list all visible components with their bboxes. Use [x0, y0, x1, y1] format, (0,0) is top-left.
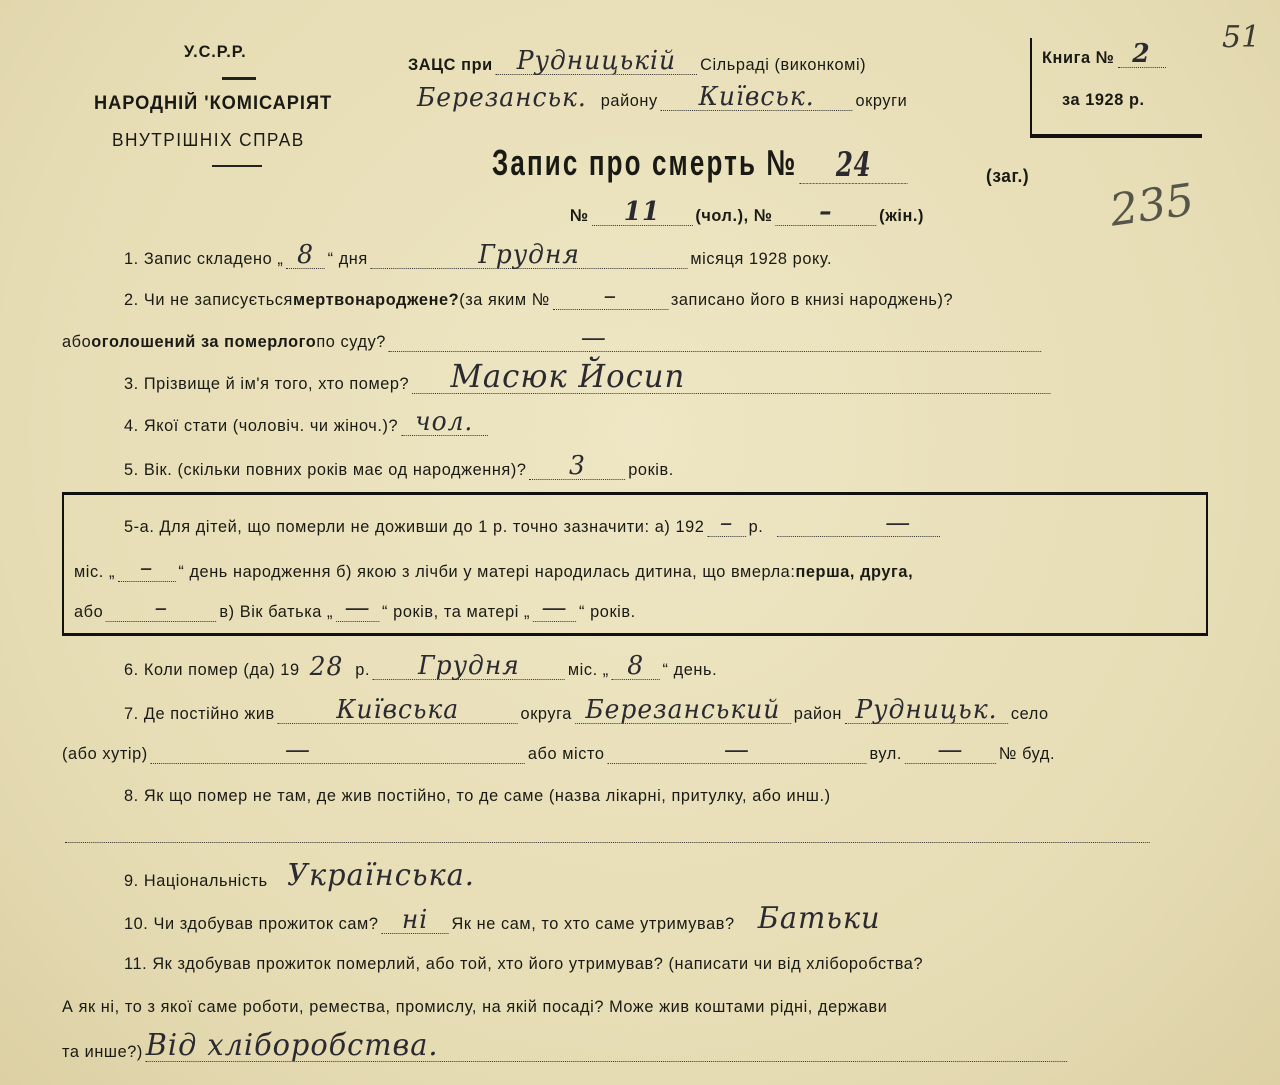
- f2-value: –: [603, 281, 618, 311]
- f2b-value: —: [580, 323, 607, 353]
- f10-value2: Батьки: [757, 901, 881, 936]
- f7b-house-label: № буд.: [998, 744, 1056, 763]
- f6-month: Грудня: [418, 651, 520, 681]
- f5a-father-field: [336, 593, 379, 623]
- f6-month-field: [373, 651, 565, 681]
- book-field: [1117, 39, 1165, 69]
- f1-label: 1. Запис складено „: [124, 249, 284, 268]
- f7-raion-field: [575, 695, 791, 725]
- f7b-city-field: [607, 735, 866, 765]
- divider: [212, 165, 262, 167]
- f5a-line2a: міс. „: [74, 562, 115, 581]
- commissariat-line2: ВНУТРІШНІХ СПРАВ: [112, 130, 305, 150]
- book-value: 2: [1132, 39, 1151, 69]
- title-number: 24: [835, 145, 872, 185]
- f7-village-field: [845, 695, 1008, 725]
- f9-field: [271, 858, 492, 893]
- f1-end: місяця 1928 року.: [690, 249, 833, 268]
- f2-label-b: (за яким №: [459, 290, 550, 309]
- f1-day-field: [286, 240, 324, 270]
- district-field: [406, 83, 598, 113]
- f5a-r: р.: [748, 517, 764, 536]
- f8-field: [65, 820, 1150, 843]
- f3-label: 3. Прізвище й ім'я того, хто помер?: [124, 374, 410, 393]
- okrug-value: Київськ.: [698, 82, 815, 112]
- f7b-street-field: [905, 735, 996, 765]
- f10-value: ні: [401, 905, 429, 935]
- f5a-year-field: [707, 508, 745, 538]
- f1-day: 8: [297, 240, 314, 270]
- f7-okrug-label: округа: [520, 704, 572, 723]
- f7-raion: Березанський: [585, 695, 781, 725]
- f6-label: 6. Коли помер (да) 19: [124, 660, 300, 679]
- f5a-month-field: [777, 508, 940, 538]
- f5a-line3a: або: [74, 602, 104, 621]
- f5a-line1: 5-а. Для дітей, що померли не доживши до 1 р. точно зазначити: а) 192: [124, 517, 705, 536]
- f2b-label-bold: оголошений за померлого: [91, 332, 317, 351]
- f7b-street: —: [937, 735, 964, 765]
- f7-okrug-field: [278, 695, 518, 725]
- f4-field: [401, 407, 487, 437]
- f2b-label: або: [62, 332, 92, 351]
- f8-label: 8. Як що помер не там, де жив постійно, то де саме (назва лікарні, притулку, або инш.): [124, 786, 831, 805]
- title-label: Запис про смерть №: [492, 142, 798, 183]
- f6-day-field: [612, 651, 660, 681]
- f10-field: [381, 905, 448, 935]
- f1-month-field: [371, 240, 688, 270]
- divider: [222, 77, 256, 80]
- f4-label: 4. Якої стати (чоловіч. чи жіноч.)?: [124, 416, 399, 435]
- title-number-field: [800, 145, 908, 185]
- f5a-year: –: [719, 508, 734, 538]
- male-number: 11: [623, 197, 661, 227]
- f9-value: Українська.: [287, 858, 475, 893]
- f5a-order: –: [154, 593, 169, 623]
- f1-month: Грудня: [478, 240, 580, 270]
- female-label: (жін.): [879, 206, 925, 225]
- f10-mid: Як не сам, то хто саме утримував?: [451, 914, 735, 933]
- f7b-hamlet-field: [151, 735, 525, 765]
- okrug-field: [661, 82, 853, 112]
- f7b-label: (або хутір): [62, 744, 148, 763]
- f6-end: “ день.: [662, 660, 718, 679]
- f2b-field: [389, 323, 1042, 353]
- district-label: району: [600, 91, 658, 110]
- f5-field: [529, 451, 625, 481]
- f6-year: 28: [309, 652, 344, 682]
- f5a-day-field: [118, 553, 176, 583]
- f7-label: 7. Де постійно жив: [124, 704, 275, 723]
- f6-mis: міс. „: [567, 660, 609, 679]
- commissariat-line1: НАРОДНІЙ 'КОМІСАРІЯТ: [94, 93, 333, 114]
- f7-village: Рудницьк.: [855, 695, 998, 725]
- book-year: за 1928 р.: [1062, 90, 1145, 109]
- f10-label: 10. Чи здобував прожиток сам?: [124, 914, 379, 933]
- f4-value: чол.: [415, 407, 474, 437]
- f5a-mother-field: [533, 593, 576, 623]
- f7-village-label: село: [1010, 704, 1049, 723]
- male-label: (чол.),: [695, 206, 749, 225]
- f5a-month: —: [885, 508, 912, 538]
- f2-label: 2. Чи не записується: [124, 290, 293, 309]
- male-number-field: [592, 197, 693, 227]
- f6-day: 8: [627, 651, 645, 681]
- margin-page-number: 51: [1222, 20, 1261, 55]
- f7b-hamlet: —: [285, 735, 311, 765]
- f5a-line2-bold: перша, друга,: [795, 562, 914, 581]
- female-number: –: [819, 197, 833, 227]
- f11-line2: А як ні, то з якої саме роботи, ремества, промислу, на якій посаді? Може жив коштами рідні, держави: [62, 997, 888, 1016]
- f11-value: Від хліборобства.: [145, 1028, 439, 1063]
- f5a-mother: —: [541, 593, 568, 623]
- f2-field: [553, 281, 668, 311]
- f6-year-field: [303, 652, 349, 682]
- f5a-line3b: в) Вік батька „: [219, 602, 334, 621]
- f6-r: р.: [355, 660, 371, 679]
- f11-line1: 11. Як здобував прожиток померлий, або той, хто його утримував? (написати чи від хліборобства?: [124, 954, 924, 973]
- f5-value: 3: [568, 451, 586, 481]
- page-title: [492, 142, 910, 184]
- margin-record-number: 235: [1106, 174, 1198, 237]
- f7-okrug: Київська: [336, 695, 460, 725]
- no-label: №: [570, 206, 589, 225]
- f5a-day: –: [139, 553, 154, 583]
- zags-value: Рудницькій: [516, 46, 676, 76]
- zags-label: ЗАЦС при: [408, 55, 493, 74]
- council-label: Сільраді (виконкомі): [700, 55, 867, 74]
- f9-label: 9. Національність: [124, 871, 268, 890]
- no-label: №: [753, 206, 773, 225]
- f5-label: 5. Вік. (скільки повних років має од народження)?: [124, 460, 527, 479]
- zags-field: [496, 46, 698, 76]
- f5a-line3c: “ років, та матері „: [382, 602, 531, 621]
- f5a-father: —: [344, 593, 371, 623]
- f10-field2: [738, 901, 901, 936]
- okrug-label: округи: [855, 91, 908, 110]
- book-label: Книга №: [1042, 48, 1115, 67]
- f7b-city-label: або місто: [527, 744, 605, 763]
- title-suffix: (заг.): [986, 166, 1030, 186]
- f5a-order-field: [106, 593, 216, 623]
- female-number-field: [776, 197, 877, 227]
- f3-value: Масюк Йосип: [450, 357, 686, 395]
- f11-field: [145, 1028, 1068, 1063]
- f7b-street-label: вул.: [869, 744, 902, 763]
- republic: У.С.Р.Р.: [184, 42, 247, 61]
- f7-raion-label: район: [793, 704, 842, 723]
- f5a-line3d: “ років.: [579, 602, 636, 621]
- district-value: Березанськ.: [416, 83, 587, 113]
- f7b-city: —: [724, 735, 750, 765]
- f2-end: записано його в книзі народжень)?: [670, 290, 954, 309]
- f3-field: [412, 357, 1050, 395]
- f1-mid: “ дня: [327, 249, 368, 268]
- f5-end: років.: [628, 460, 674, 479]
- f5a-line2b: “ день народження б) якою з лічби у матері народилась дитина, що вмерла:: [178, 562, 796, 581]
- f2-label-bold: мертвонароджене?: [292, 290, 460, 309]
- f2b-label-b: по суду?: [316, 332, 386, 351]
- f11-line3: та инше?): [62, 1042, 143, 1061]
